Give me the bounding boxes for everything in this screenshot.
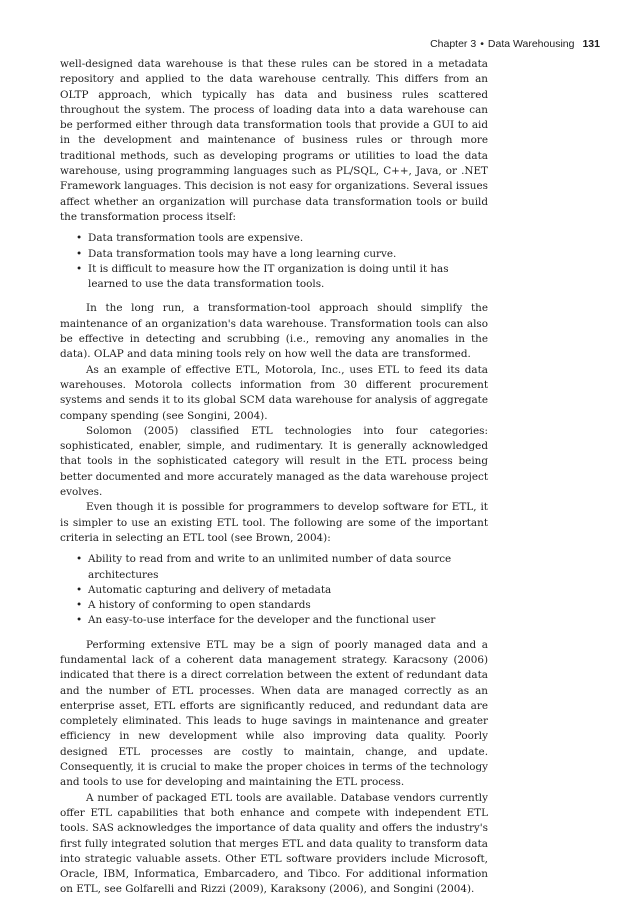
body-text — [60, 57, 488, 898]
list-item: • Data transformation tools are expensive. — [60, 231, 488, 246]
list-item: • An easy-to-use interface for the developer and the functional user — [60, 613, 488, 628]
running-header — [430, 38, 600, 50]
issues-bullet-list — [60, 231, 488, 292]
paragraph: As an example of effective ETL, Motorola, Inc., uses ETL to feed its data warehouses. Motorola collects information from 30 different procurement systems and sends it to its global SCM data warehouse for analysis of aggregate company spending (see Songini, 2004). — [60, 363, 488, 422]
list-item: • Data transformation tools may have a long learning curve. — [60, 247, 488, 262]
paragraph: In the long run, a transformation-tool approach should simplify the maintenance of an organization's data warehouse. Transformation tools can also be effective in detecting and scrubbing (i.e., removing any anomalies in the data). OLAP and data mining tools rely on how well the data are transformed. — [60, 302, 488, 361]
section-title: Data Warehousing — [487, 38, 575, 50]
paragraph: Even though it is possible for programmers to develop software for ETL, it is simpler to use an existing ETL tool. The following are some of the important criteria in selecting an ETL tool (see Brown, 2004): — [60, 501, 488, 544]
criteria-bullet-list — [60, 552, 488, 628]
list-item: • Automatic capturing and delivery of metadata — [60, 583, 488, 598]
list-item: • A history of conforming to open standards — [60, 598, 488, 613]
header-separator: • — [480, 38, 484, 50]
paragraph: Solomon (2005) classified ETL technologies into four categories: sophisticated, enabler, simple, and rudimentary. It is generally acknowledged that tools in the sophisticated category will result in the ETL process being better documented and more accurately managed as the data warehouse project evolves. — [60, 424, 488, 499]
paragraph: A number of packaged ETL tools are available. Database vendors currently offer ETL capabilities that both enhance and compete with independent ETL tools. SAS acknowledges the importance of data quality and offers the industry's first fully integrated solution that merges ETL and data quality to transform data into strategic valuable assets. Other ETL software providers include Microsoft, Oracle, IBM, Informatica, Embarcadero, and Tibco. For additional information on ETL, see Golfarelli and Rizzi (2009), Karaksony (2006), and Songini (2004). — [60, 791, 488, 896]
list-item: • It is difficult to measure how the IT organization is doing until it has learned to use the data transformation tools. — [60, 262, 488, 293]
paragraph-continued: well-designed data warehouse is that these rules can be stored in a metadata repository and applied to the data warehouse centrally. This differs from an OLTP approach, which typically has data and business rules scattered throughout the system. The process of loading data into a data warehouse can be performed either through data transformation tools that provide a GUI to aid in the development and maintenance of business rules or through more traditional methods, such as developing programs or utilities to load the data warehouse, using programming languages such as PL/SQL, C++, Java, or .NET Framework languages. This decision is not easy for organizations. Several issues affect whether an organization will purchase data transformation tools or build the transformation process itself: — [60, 58, 488, 223]
page-number: 131 — [582, 38, 600, 50]
paragraph: Performing extensive ETL may be a sign of poorly managed data and a fundamental lack of a coherent data management strategy. Karacsony (2006) indicated that there is a direct correlation between the extent of redundant data and the number of ETL processes. When data are managed correctly as an enterprise asset, ETL efforts are significantly reduced, and redundant data are completely eliminated. This leads to huge savings in maintenance and greater efficiency in new development while also improving data quality. Poorly designed ETL processes are costly to maintain, change, and update. Consequently, it is crucial to make the proper choices in terms of the technology and tools to use for developing and maintaining the ETL process. — [60, 638, 488, 789]
chapter-label: Chapter 3 — [430, 38, 477, 50]
list-item: • Ability to read from and write to an unlimited number of data source architectures — [60, 552, 488, 583]
